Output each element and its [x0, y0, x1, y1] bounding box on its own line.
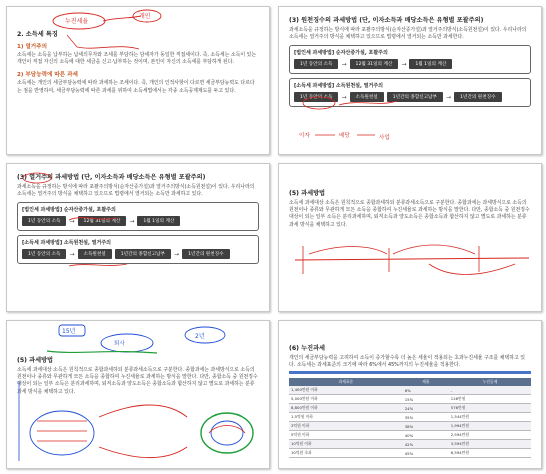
info-box: [289, 78, 531, 107]
table-header: 누진공제: [449, 378, 531, 386]
flow-step: 1년 동안의 소득: [22, 216, 66, 226]
table-header: 과세표준: [289, 378, 403, 386]
arrow-right-icon: →: [129, 217, 135, 225]
table-row: 10억원 초과 45% 6,594만원: [289, 449, 531, 458]
slide-title: (6) 누진과세: [289, 345, 326, 352]
slide-thumbnail-3[interactable]: [6, 163, 270, 312]
slide-text: 과세소득을 규정하는 방식에 따라 포괄주의방식(순자산증가설)과 열거주의방식(소득원천설)이 있다. 우리나라의 소득세는 열거주의 방식을 채택하고 있으므로 법령에서 열거되는 소득만 과세하고 있다.: [17, 184, 255, 198]
table-row: 1.5억원 이하 35% 1,544만원: [289, 413, 531, 422]
box-label: [법인세 과세방법] 순자산증가설, 포괄주의: [22, 207, 116, 214]
table-row: 5억원 이하 40% 2,594만원: [289, 431, 531, 440]
process-flow: [22, 249, 254, 259]
section-heading: 1) 열거주의: [17, 44, 48, 50]
flow-step: 1년 동안의 소득: [294, 92, 338, 102]
table-row: 3억원 이하 38% 1,994만원: [289, 422, 531, 431]
slide-title: (5) 과세방법: [289, 190, 326, 197]
table-row: 10억원 이하 42% 3,594만원: [289, 440, 531, 449]
slide-text: 개인의 세금부담능력을 고려하여 소득이 증가할수록 더 높은 세율이 적용되는 초과누진세율 구조를 채택하고 있다. 소득세는 과세표준의 크기에 따라 6%에서 45%까지의 누진세율을 적용한다.: [289, 355, 525, 369]
slide-thumbnail-2[interactable]: [278, 6, 542, 155]
process-flow: [294, 92, 526, 102]
process-flow: [22, 216, 254, 226]
process-flow: [294, 59, 526, 69]
slide-text: 소득세 과세대상 소득은 원칙적으로 종합과세하되 분류과세소득으로 구분한다. 종합과세는 과세방식으로 소득의 원천이나 종류와 무관하게 모든 소득을 종합하여 누진세율로 과세하는 방식을 말한다. 다만, 종합소득 중 원천징수 대상이 되는 일부 소득은 분리과세하며, 퇴직소득과 양도소득은 종합소득과 합산하지 않고 별도로 과세하는 분류과세 방식을 채택하고 있다.: [17, 367, 258, 395]
slide-title: (3) 열거주의 과세방법 (단, 이자소득과 배당소득은 유형별 포괄주의): [17, 174, 206, 181]
arrow-right-icon: →: [69, 217, 75, 225]
table-header: 세율: [403, 378, 449, 386]
ink-note: 15년: [62, 328, 76, 335]
flow-step: 1년간의 원천징수: [182, 249, 229, 259]
arrow-right-icon: →: [341, 60, 347, 68]
flow-step: 1년 동안의 소득: [294, 59, 338, 69]
arrow-right-icon: →: [174, 250, 180, 258]
flow-step: 소득원천설: [350, 92, 384, 102]
table-row: 8,800만원 이하 24% 576만원: [289, 404, 531, 413]
section-text: 소득세는 개인의 세금부담능력에 따라 과세하는 조세이다. 즉, 개인의 인적사항이 다르면 세금부담능력도 다르다는 점을 반영하여, 세금부담능력에 따른 과세를 위하여 소득세법에서는 각종 소득공제제도를 두고 있다.: [17, 80, 255, 94]
arrow-right-icon: →: [341, 93, 347, 101]
ink-note: 개인: [139, 13, 151, 20]
section-text: 소득세는 소득을 납부하는 납세의무자와 조세를 부담하는 담세자가 동일한 직접세이다. 즉, 소득세는 소득이 있는 개인이 직접 자신의 소득에 대한 세금을 신고·납부하는 것이며, 본인이 자신의 소득세를 부담하게 된다.: [17, 52, 257, 66]
arrow-right-icon: →: [401, 60, 407, 68]
ink-note: 2년: [195, 333, 205, 340]
flow-step: 1월 1일의 계산: [137, 216, 180, 226]
slide-thumbnail-4[interactable]: [278, 163, 542, 312]
info-box: [17, 202, 259, 231]
slide-title: (3) 원천징수의 과세방법 (단, 이자소득과 배당소득은 유형별 포괄주의): [289, 17, 484, 24]
info-box: [289, 45, 531, 74]
flow-step: 12월 31일의 계산: [350, 59, 399, 69]
box-label: [법인세 과세방법] 순자산증가설, 포괄주의: [294, 50, 388, 57]
ink-note: 배당: [339, 133, 350, 139]
slide-thumbnail-6[interactable]: [278, 320, 542, 469]
arrow-right-icon: →: [446, 93, 452, 101]
slide-thumbnail-5[interactable]: [6, 320, 270, 469]
ink-note: 이자: [299, 133, 310, 139]
ink-note: 누진세율: [65, 18, 89, 25]
table-row: 1,400만원 이하 6% -: [289, 386, 531, 395]
flow-step: 소득원천설: [78, 249, 112, 259]
slide-text: 소득세 과세대상 소득은 원칙적으로 종합과세하되 분류과세소득으로 구분한다. 종합과세는 과세방식으로 소득의 원천이나 종류와 무관하게 모든 소득을 종합하여 누진세율로 과세하는 방식을 말한다. 다만, 종합소득 중 원천징수 대상이 되는 일부 소득은 분리과세하며, 퇴직소득과 양도소득은 종합소득과 합산하지 않고 별도로 과세하는 분류과세 방식을 채택하고 있다.: [289, 200, 530, 228]
flow-step: 1년간의 원천징수: [454, 92, 501, 102]
slide-title: 2. 소득세 특징: [17, 31, 58, 38]
info-box: [17, 235, 259, 264]
ink-note: 사업: [379, 135, 390, 141]
flow-step: 1년 동안의 소득: [22, 249, 66, 259]
table-row: 5,000만원 이하 15% 126만원: [289, 395, 531, 404]
tax-rate-table: [289, 378, 531, 458]
box-label: [소득세 과세방법] 소득원천설, 열거주의: [22, 240, 111, 247]
flow-step: 1월 1일의 계산: [409, 59, 452, 69]
arrow-right-icon: →: [69, 250, 75, 258]
ink-note: 퇴사: [114, 341, 125, 347]
flow-step: 12월 31일의 계산: [78, 216, 127, 226]
slide-title: (5) 과세방법: [17, 357, 54, 364]
box-label: [소득세 과세방법] 소득원천설, 열거주의: [294, 83, 383, 90]
flow-step: 1년간의 종합신고납부: [115, 249, 171, 259]
slide-thumbnail-1[interactable]: [6, 6, 270, 155]
flow-step: 1년간의 종합신고납부: [387, 92, 443, 102]
section-heading: 2) 부담능력에 따른 과세: [17, 72, 78, 79]
divider: [289, 371, 531, 374]
slide-text: 과세소득을 규정하는 방식에 따라 포괄주의방식(순자산증가설)과 열거주의방식(소득원천설)이 있다. 우리나라의 소득세는 열거주의 방식을 채택하고 있으므로 법령에서 열거되는 소득만 과세한다.: [289, 27, 527, 41]
